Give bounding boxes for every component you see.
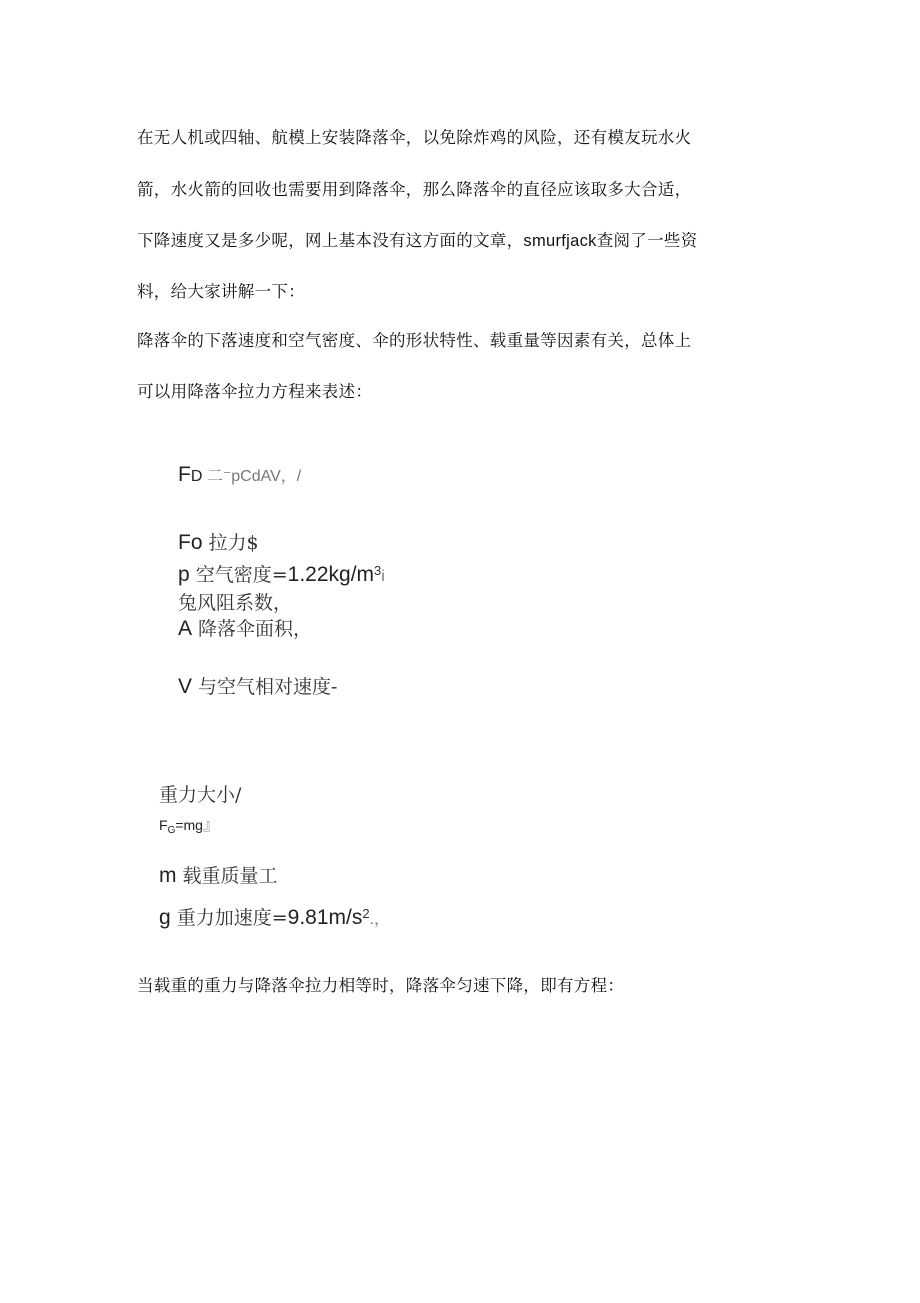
var-fd-desc: 拉力$ [202, 532, 259, 554]
drag-formula [178, 463, 301, 489]
var-rho-desc: 空气密度= [189, 564, 288, 586]
drag-formula-subscript: D [190, 468, 203, 485]
var-a-desc: 降落伞面积， [192, 618, 313, 640]
intro-line-3-before: 下降速度又是多少呢，网上基本没有这方面的文章， [137, 231, 524, 250]
var-m [159, 864, 278, 888]
var-cd: 兔风阻系数， [178, 592, 293, 614]
intro-line-1: 在无人机或四轴、航模上安装降落伞，以免除炸鸡的风险，还有模友玩水火 [137, 128, 692, 147]
gravity-formula [159, 812, 219, 843]
var-a [178, 617, 312, 641]
intro-line-3-after: 查阅了一些资 [596, 231, 698, 250]
var-g-sup: 2 [362, 906, 370, 921]
var-rho-tail: i [381, 568, 385, 585]
var-g-value: 9.81m/s [287, 906, 363, 929]
var-g-tail: .， [369, 911, 391, 928]
intro-line-2: 箭，水火箭的回收也需要用到降落伞，那么降落伞的直径应该取多大合适， [137, 180, 692, 199]
var-v [178, 675, 337, 699]
var-g [159, 902, 390, 932]
var-rho [178, 559, 385, 589]
gravity-title: 重力大小/ [159, 784, 242, 806]
gravity-formula-f: F [159, 817, 168, 833]
var-v-symbol: V [178, 675, 193, 698]
var-m-desc: 载重质量工 [176, 865, 278, 887]
conclusion-line: 当载重的重力与降落伞拉力相等时，降落伞匀速下降，即有方程： [137, 976, 625, 995]
var-g-symbol: g [159, 906, 171, 929]
gravity-formula-sub: G [167, 825, 176, 836]
drag-line-2: 可以用降落伞拉力方程来表述： [137, 382, 373, 401]
var-a-symbol: A [178, 617, 193, 640]
var-rho-symbol: p [178, 563, 190, 586]
var-v-desc: 与空气相对速度- [192, 676, 338, 698]
var-rho-value: 1.22kg/m [287, 563, 375, 586]
var-rho-sup: 3 [374, 563, 382, 578]
var-m-symbol: m [159, 864, 177, 887]
var-fd [178, 531, 259, 555]
drag-line-1: 降落伞的下落速度和空气密度、伞的形状特性、载重量等因素有关，总体上 [137, 331, 692, 350]
gravity-formula-rest: =mg [175, 817, 203, 833]
var-fd-symbol: Fo [178, 531, 203, 554]
intro-line-3 [137, 231, 698, 251]
author-name: smurfjack [523, 232, 597, 250]
var-g-desc: 重力加速度= [170, 907, 288, 929]
drag-formula-symbol: F [178, 463, 191, 486]
intro-line-4: 料，给大家讲解一下： [137, 282, 305, 301]
gravity-formula-tail: 』 [202, 815, 219, 834]
drag-formula-rest: 二⁻pCdAV，/ [202, 468, 302, 485]
